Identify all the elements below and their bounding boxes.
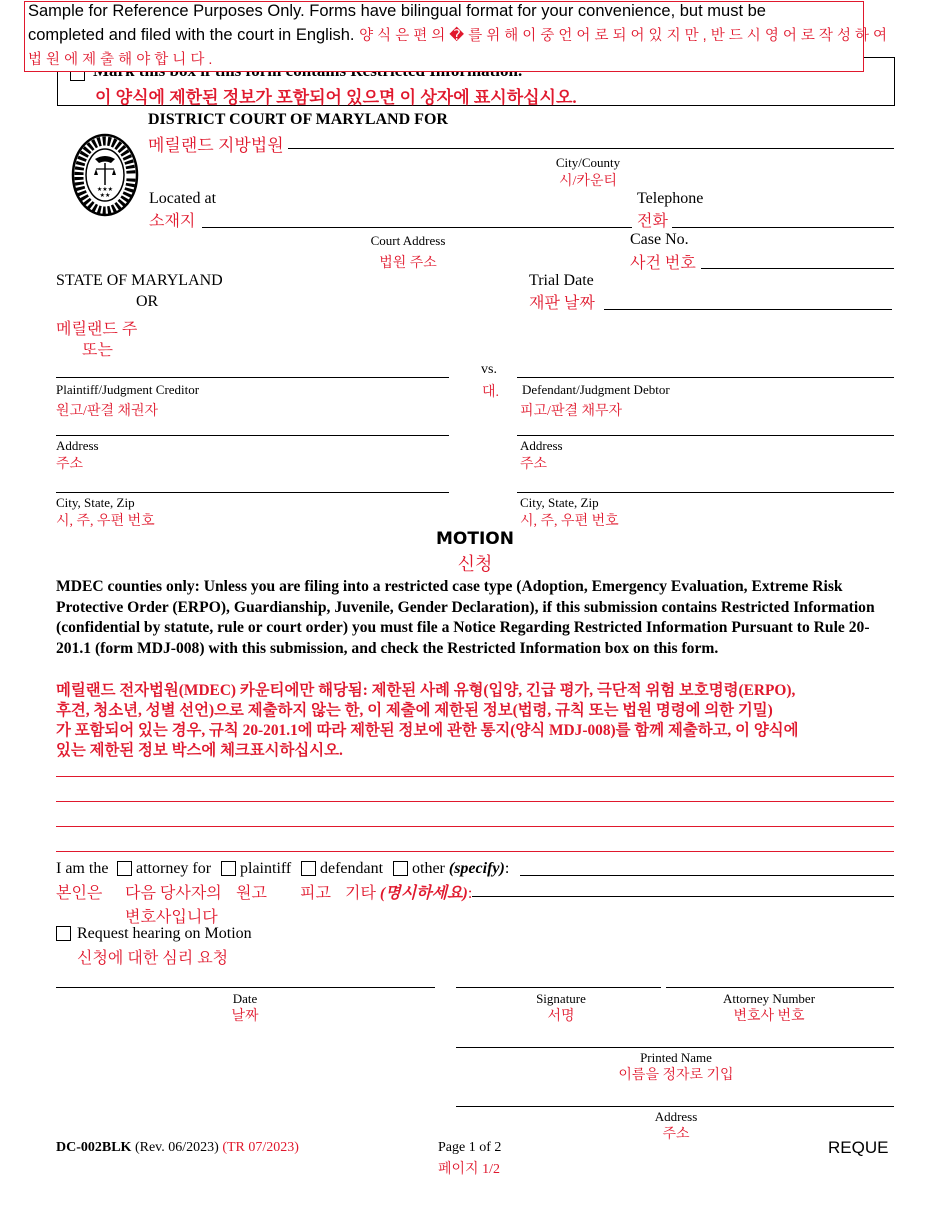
- restricted-info-label-ko: 이 양식에 제한된 정보가 포함되어 있으면 이 상자에 표시하십시오.: [95, 88, 577, 107]
- attorney-number-line[interactable]: [666, 987, 894, 988]
- attorney-for-label-ko: 다음 당사자의: [125, 885, 222, 902]
- defendant-checkbox[interactable]: [301, 861, 316, 876]
- date-label: Date: [232, 991, 258, 1006]
- attorney-checkbox[interactable]: [117, 861, 132, 876]
- reque-label: REQUE: [828, 1138, 889, 1157]
- case-no-label: Case No.: [630, 231, 689, 248]
- svg-text:★★★: ★★★: [96, 186, 114, 193]
- plaintiff-label: Plaintiff/Judgment Creditor: [56, 382, 200, 397]
- motion-text-line-2[interactable]: [56, 801, 894, 802]
- plaintiff-csz-label: City, State, Zip: [56, 495, 135, 510]
- defendant-line[interactable]: [517, 377, 894, 378]
- form-translation: (TR 07/2023): [222, 1140, 299, 1155]
- plaintiff-csz-line[interactable]: [56, 492, 449, 493]
- defendant-address-line[interactable]: [517, 435, 894, 436]
- plaintiff-option-label-ko: 원고: [236, 885, 267, 902]
- attorney-for-label: attorney for: [136, 860, 212, 877]
- trial-date-label: Trial Date: [529, 272, 594, 289]
- mdec-notice-ko-1: 메릴랜드 전자법원(MDEC) 카운티에만 해당됨: 제한된 사례 유형(입양, 긴급 평가, 극단적 위험 보호명령(ERPO),: [56, 682, 796, 699]
- other-label: other: [412, 860, 445, 877]
- city-county-label: City/County: [555, 155, 621, 170]
- other-label-ko: 기타: [345, 885, 376, 902]
- other-specify-line[interactable]: [520, 875, 894, 876]
- court-seal: [71, 133, 139, 217]
- defendant-csz-line[interactable]: [517, 492, 894, 493]
- state-of-maryland-ko: 메릴랜드 주: [56, 321, 138, 338]
- printed-name-line[interactable]: [456, 1047, 894, 1048]
- telephone-label-ko: 전화: [637, 213, 668, 230]
- printed-name-label: Printed Name: [640, 1050, 712, 1065]
- plaintiff-option-label: plaintiff: [240, 860, 292, 877]
- banner-line-2-en: completed and filed with the court in English.: [28, 26, 355, 44]
- motion-text-line-4[interactable]: [56, 851, 894, 852]
- state-of-maryland: STATE OF MARYLAND: [56, 272, 223, 289]
- i-am-the-label: I am the: [56, 860, 109, 877]
- city-county-line[interactable]: [288, 148, 894, 149]
- defendant-option-label: defendant: [320, 860, 384, 877]
- plaintiff-checkbox[interactable]: [221, 861, 236, 876]
- court-address-label-ko: 법원 주소: [379, 256, 437, 271]
- defendant-address-label-ko: 주소: [520, 457, 548, 472]
- i-am-the-label-ko: 본인은: [56, 885, 103, 902]
- attorney-number-label: Attorney Number: [722, 991, 816, 1006]
- form-revision: (Rev. 06/2023): [134, 1140, 219, 1155]
- trial-date-line[interactable]: [604, 309, 892, 310]
- telephone-line[interactable]: [672, 227, 894, 228]
- plaintiff-address-line[interactable]: [56, 435, 449, 436]
- specify-label: (specify): [448, 860, 505, 877]
- mdec-notice: MDEC counties only: Unless you are filing into a restricted case type (Adoption, Emergency Evaluation, Extreme Risk Protective Order (ERPO), Guardianship, Juvenile, Gender Declaration), if this submission contains Restricted Information (confidential by statute, rule or court order) you must file a Notice Regarding Restricted Information Pursuant to Rule 20-201.1 (form MDJ-008) with this submission, and check the Restricted Information box on this form.: [56, 578, 875, 657]
- trial-date-label-ko: 재판 날짜: [529, 295, 595, 312]
- filer-address-label: Address: [654, 1109, 698, 1124]
- mdec-notice-ko-4: 있는 제한된 정보 박스에 체크표시하십시오.: [56, 742, 343, 759]
- other-checkbox[interactable]: [393, 861, 408, 876]
- form-number: DC-002BLK: [56, 1140, 132, 1155]
- signature-line[interactable]: [456, 987, 661, 988]
- city-county-label-ko: 시/카운티: [559, 174, 617, 189]
- page-number: Page 1 of 2: [438, 1140, 502, 1155]
- court-title: DISTRICT COURT OF MARYLAND FOR: [148, 111, 448, 128]
- specify-label-ko: (명시하세요): [379, 885, 468, 902]
- date-line[interactable]: [56, 987, 435, 988]
- specify-colon: :: [504, 860, 510, 877]
- located-at-line[interactable]: [202, 227, 632, 228]
- request-hearing-label: Request hearing on Motion: [77, 925, 252, 942]
- motion-title-ko: 신청: [457, 554, 493, 574]
- plaintiff-label-ko: 원고/판결 채권자: [56, 404, 159, 419]
- plaintiff-line[interactable]: [56, 377, 449, 378]
- vs-label: vs.: [481, 362, 497, 377]
- defendant-label-ko: 피고/판결 채무자: [520, 404, 623, 419]
- defendant-csz-label: City, State, Zip: [520, 495, 599, 510]
- located-at-label: Located at: [149, 190, 217, 207]
- telephone-label: Telephone: [637, 190, 704, 207]
- svg-text:★★: ★★: [99, 192, 111, 199]
- date-label-ko: 날짜: [231, 1009, 259, 1024]
- other-option-label-ko: [345, 880, 472, 903]
- plaintiff-csz-label-ko: 시, 주, 우편 번호: [56, 514, 155, 529]
- mdec-notice-ko-3: 가 포함되어 있는 경우, 규칙 20-201.1에 따라 제한된 정보에 관한 통지(양식 MDJ-008)를 함께 제출하고, 이 양식에: [56, 722, 799, 739]
- defendant-address-label: Address: [520, 438, 563, 453]
- form-id: [56, 1140, 299, 1156]
- page-number-ko: 페이지 1/2: [438, 1162, 500, 1177]
- defendant-label: Defendant/Judgment Debtor: [522, 382, 670, 397]
- case-no-label-ko: 사건 번호: [630, 255, 696, 272]
- attorney-for-label-ko-2: 변호사입니다: [125, 909, 218, 926]
- vs-label-ko: 대.: [482, 385, 500, 400]
- request-hearing-checkbox[interactable]: [56, 926, 71, 941]
- filer-address-line[interactable]: [456, 1106, 894, 1107]
- plaintiff-address-label: Address: [56, 438, 99, 453]
- banner-line-3: 법 원 에 제 출 해 야 합 니 다 .: [28, 52, 213, 68]
- attorney-number-label-ko: 변호사 번호: [733, 1009, 805, 1024]
- or-label-ko: 또는: [82, 342, 113, 359]
- printed-name-label-ko: 이름을 정자로 기입: [618, 1068, 734, 1083]
- other-option-label: [412, 860, 509, 878]
- court-address-label: Court Address: [370, 233, 446, 248]
- banner-line-1: Sample for Reference Purposes Only. Forms have bilingual format for your convenience, but must be: [28, 2, 766, 20]
- specify-colon-ko: :: [467, 885, 473, 902]
- plaintiff-address-label-ko: 주소: [56, 457, 84, 472]
- defendant-csz-label-ko: 시, 주, 우편 번호: [520, 514, 619, 529]
- case-no-line[interactable]: [701, 268, 894, 269]
- mdec-notice-ko-2: 후견, 청소년, 성별 선언)으로 제출하지 않는 한, 이 제출에 제한된 정보(법령, 규칙 또는 법원 명령에 의한 기밀): [56, 702, 773, 719]
- signature-label: Signature: [536, 991, 586, 1006]
- motion-text-line-3[interactable]: [56, 826, 894, 827]
- located-at-label-ko: 소재지: [149, 213, 196, 230]
- other-specify-line-ko[interactable]: [472, 896, 894, 897]
- signature-label-ko: 서명: [547, 1009, 575, 1024]
- motion-text-line-1[interactable]: [56, 776, 894, 777]
- court-title-ko: 메릴랜드 지방법원: [148, 136, 284, 155]
- banner-line-2-ko: 양 식 은 편 의 � 를 위 해 이 중 언 어 로 되 어 있 지 만 , 반 드 시 영 어 로 작 성 하 여: [359, 28, 888, 44]
- request-hearing-label-ko: 신청에 대한 심리 요청: [77, 950, 229, 967]
- defendant-option-label-ko: 피고: [300, 885, 331, 902]
- or-label: OR: [136, 293, 159, 310]
- motion-title: MOTION: [436, 529, 514, 549]
- banner-line-2: [28, 24, 887, 45]
- filer-address-label-ko: 주소: [662, 1127, 690, 1142]
